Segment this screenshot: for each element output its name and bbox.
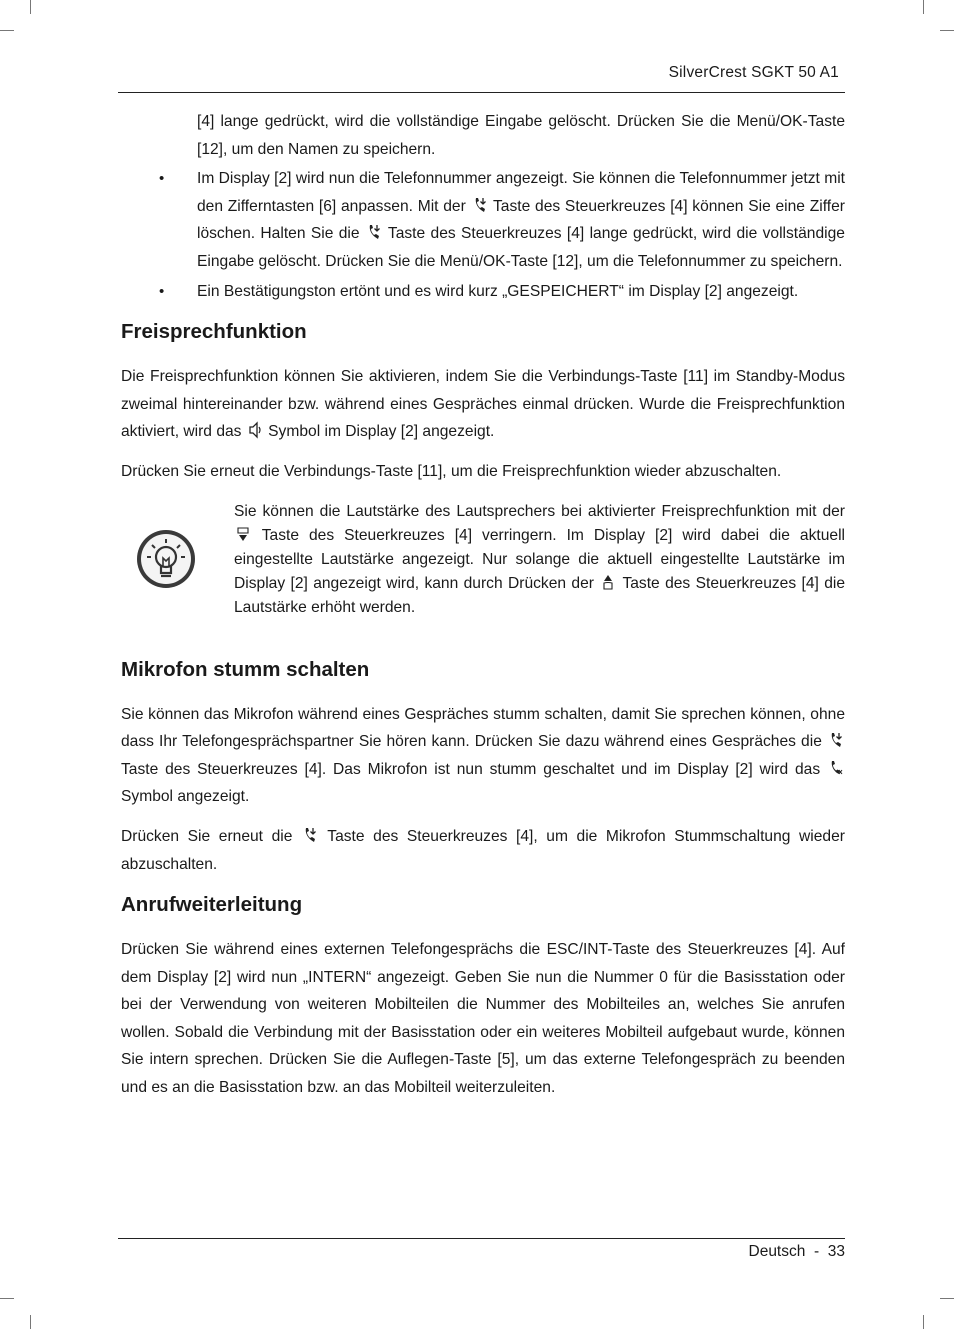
intro-continuation: [4] lange gedrückt, wird die vollständige Eingabe gelöscht. Drücken Sie die Menü/OK-Taste [12], um den Namen zu speichern. [197,113,845,158]
crop-mark [923,0,924,14]
bullet-text: Taste des Steuerkreuzes [4] lange gedrückt, wird die vollständige Eingabe gelöscht. Drücken Sie die Menü/OK-Taste [12], um die Telefonnummer zu speichern. [197,225,845,270]
paragraph: Drücken Sie während eines externen Telefongesprächs die ESC/INT-Taste des Steuerkreuzes [4]. Auf dem Display [2] wird nun „INTERN“ angezeigt. Geben Sie nun die Nummer 0 für die Basisstation oder bei der Verwendung von weiteren Mobilteilen die Nummer des Mobilteiles an, welches Sie anrufen wollen. Sobald die Verbindung mit der Basisstation oder ein weiteres Mobilteil aufgebaut wurde, können Sie intern sprechen. Drücken Sie die Auflegen-Taste [5], um das externe Telefongespräch zu beenden und es an die Basisstation bzw. an das Mobilteil weiterzuleiten. [121,941,845,1097]
paragraph [121,701,845,811]
crop-mark [923,1315,924,1329]
note-text-part: Taste des Steuerkreuzes [4] die Lautstärke erhöht werden. [234,575,846,617]
paragraph-text: Symbol angezeigt. [121,788,250,806]
crop-mark [940,30,954,31]
phone-down-icon [303,826,317,844]
bullet-text: Ein Bestätigungston ertönt und es wird kurz „GESPEICHERT“ im Display [2] angezeigt. [197,282,799,300]
phone-down-icon [473,196,487,214]
volume-up-icon [601,573,615,591]
paragraph [121,823,845,878]
crop-mark [30,1315,31,1329]
mute-phone-icon [829,759,843,777]
phone-down-icon [367,223,381,241]
paragraph: Drücken Sie erneut die Verbindungs-Taste [11], um die Freisprechfunktion wieder abzuschalten. [121,462,782,480]
heading-mikrofon: Mikrofon stumm schalten [121,657,370,681]
page-content [121,108,845,1102]
heading-anrufweiterleitung: Anrufweiterleitung [121,893,303,917]
crop-mark [0,1298,14,1299]
paragraph-text: Symbol im Display [2] angezeigt. [268,423,495,441]
paragraph [121,363,845,446]
footer-page-number: Deutsch - 33 [748,1243,845,1260]
bullet-item [121,165,845,275]
bullet-text: Im Display [2] wird nun die Telefonnummer angezeigt. Sie können die Telefonnummer jetzt mit den Zifferntasten [6] anpassen. Mit der [197,170,845,215]
bullet-list [121,165,845,305]
bullet-text: Taste des Steuerkreuzes [4] können Sie eine Ziffer löschen. Halten Sie die [197,197,845,243]
paragraph-text: Taste des Steuerkreuzes [4], um die Mikrofon Stummschaltung wieder abzuschalten. [121,827,845,873]
volume-down-icon [236,525,250,543]
crop-mark [30,0,31,14]
note-text-part: Sie können die Lautstärke des Lautsprechers bei aktivierter Freisprechfunktion mit der [234,502,845,520]
header-brand: SilverCrest SGKT 50 A1 [668,64,839,81]
page-footer [118,1238,845,1260]
paragraph-text: Die Freisprechfunktion können Sie aktivieren, indem Sie die Verbindungs-Taste [11] im Standby-Modus zweimal hintereinander bzw. während eines Gespräches einmal drücken. Wurde die Freisprechfunktion aktiviert, wird das [121,368,845,441]
lightbulb-icon [135,528,197,590]
paragraph-text: Drücken Sie erneut die [121,827,293,845]
paragraph-text: Taste des Steuerkreuzes [4]. Das Mikrofon ist nun stumm geschaltet und im Display [2] wird das [121,760,821,778]
crop-mark [940,1298,954,1299]
tip-note [121,500,845,621]
crop-mark [0,30,14,31]
note-text [121,500,845,621]
note-text-part: Taste des Steuerkreuzes [4] verringern. Im Display [2] wird dabei die aktuell eingestellte Lautstärke angezeigt. Nur solange die aktuell eingestellte Lautstärke im Display [2] angezeigt wird, kann durch Drücken der [234,526,846,593]
bullet-item [121,278,845,306]
phone-down-icon [829,731,843,749]
speaker-icon [248,421,262,439]
heading-freisprechfunktion: Freisprechfunktion [121,320,307,344]
paragraph-text: Sie können das Mikrofon während eines Gespräches stumm schalten, damit Sie sprechen können, ohne dass Ihr Telefongesprächspartner Sie hören kann. Drücken Sie dazu während eines Gespräches die [121,705,845,751]
page-header [118,60,845,93]
